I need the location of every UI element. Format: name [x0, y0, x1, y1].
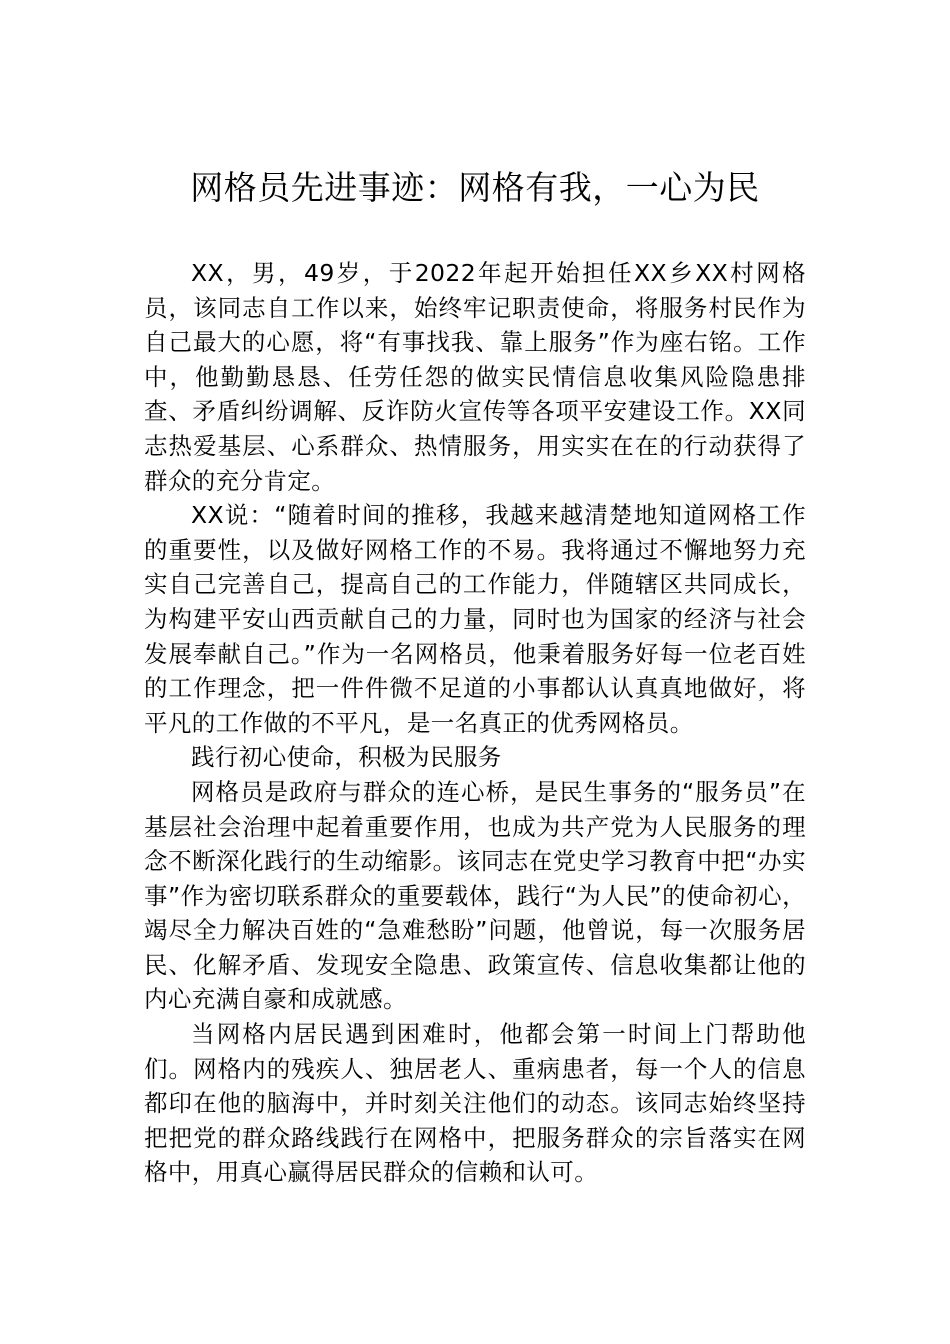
- paragraph-intro: XX，男，49岁，于2022年起开始担任XX乡XX村网格员，该同志自工作以来，始终牢记职责使命，将服务村民作为自己最大的心愿，将“有事找我、靠上服务”作为座右铭。工作中，他勤勤恳恳、任劳任怨的做实民情信息收集风险隐患排查、矛盾纠纷调解、反诈防火宣传等各项平安建设工作。XX同志热爱基层、心系群众、热情服务，用实实在在的行动获得了群众的充分肯定。: [144, 259, 806, 495]
- paragraph-quote: XX说：“随着时间的推移，我越来越清楚地知道网格工作的重要性，以及做好网格工作的不易。我将通过不懈地努力充实自己完善自己，提高自己的工作能力，伴随辖区共同成长，为构建平安山西贡献自己的力量，同时也为国家的经济与社会发展奉献自己。”作为一名网格员，他秉着服务好每一位老百姓的工作理念，把一件件微不足道的小事都认认真真地做好，将平凡的工作做的不平凡，是一名真正的优秀网格员。: [144, 501, 806, 737]
- paragraph-role: 网格员是政府与群众的连心桥，是民生事务的“服务员”在基层社会治理中起着重要作用，也成为共产党为人民服务的理念不断深化践行的生动缩影。该同志在党史学习教育中把“办实事”作为密切联系群众的重要载体，践行“为人民”的使命初心，竭尽全力解决百姓的“急难愁盼”问题，他曾说，每一次服务居民、化解矛盾、发现安全隐患、政策宣传、信息收集都让他的内心充满自豪和成就感。: [144, 777, 806, 1014]
- section-heading: 践行初心使命，积极为民服务: [191, 743, 502, 772]
- paragraph-help: 当网格内居民遇到困难时，他都会第一时间上门帮助他们。网格内的残疾人、独居老人、重病患者，每一个人的信息都印在他的脑海中，并时刻关注他们的动态。该同志始终坚持把把党的群众路线践行在网格中，把服务群众的宗旨落实在网格中，用真心赢得居民群众的信赖和认可。: [144, 1020, 806, 1187]
- document-title: 网格员先进事迹：网格有我，一心为民: [190, 168, 760, 207]
- document-body: [144, 256, 806, 1190]
